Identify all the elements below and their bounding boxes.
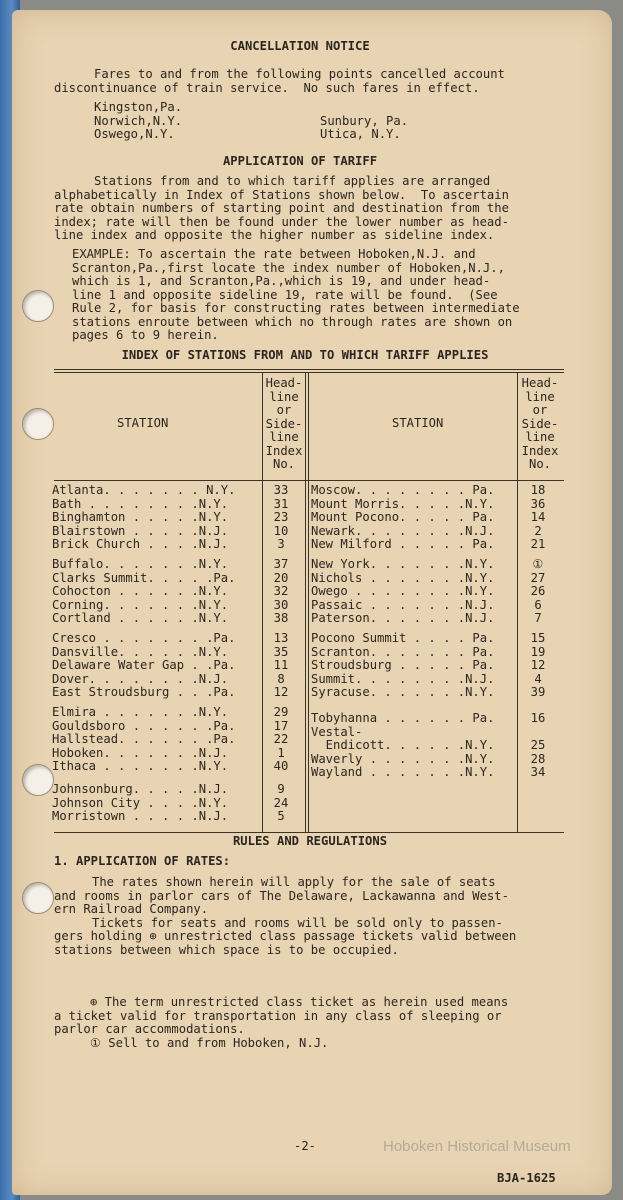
- station-name: Binghamton . . . . .N.Y.: [52, 510, 229, 524]
- station-name: New York. . . . . . .N.Y.: [311, 557, 495, 571]
- station-index: 20: [273, 570, 289, 585]
- cancellation-title: CANCELLATION NOTICE: [230, 39, 370, 53]
- station-name: Johnson City . . . .N.Y.: [52, 795, 229, 810]
- binder-hole: [22, 408, 54, 440]
- station-name: Endicott. . . . . .N.Y.: [311, 738, 495, 752]
- index-column-header: No.: [272, 457, 295, 471]
- station-index: 16: [530, 711, 546, 725]
- form-number: BJA-1625: [497, 1171, 556, 1185]
- station-index: 5: [277, 809, 285, 823]
- station-index: 11: [273, 658, 289, 672]
- binder-hole: [22, 882, 54, 914]
- table-divider: [517, 372, 518, 832]
- index-column-header: Index: [265, 443, 303, 458]
- station-index: 18: [530, 483, 546, 497]
- binder-hole: [22, 764, 54, 796]
- station-name: Stroudsburg . . . . . Pa.: [311, 658, 495, 672]
- index-column-header: line: [269, 430, 299, 444]
- point-norwich: Norwich,N.Y.: [94, 114, 183, 128]
- index-column-header: Side-: [521, 416, 559, 431]
- station-index: 17: [273, 718, 289, 733]
- station-index: 7: [534, 611, 542, 625]
- station-name: Summit. . . . . . . .N.J.: [311, 671, 495, 686]
- application-title: APPLICATION OF TARIFF: [222, 154, 378, 168]
- station-name: Scranton. . . . . . . Pa.: [311, 644, 495, 659]
- station-name: Gouldsboro . . . . . .Pa.: [52, 718, 236, 733]
- footnote-line: ① Sell to and from Hoboken, N.J.: [90, 1036, 329, 1050]
- application-line: line index and opposite the higher number as sideline index.: [54, 228, 495, 242]
- rules-line: stations between which space is to be occupied.: [54, 943, 399, 957]
- example-line: pages 6 to 9 herein.: [72, 328, 219, 342]
- rules-line: and rooms in parlor cars of The Delaware, Lackawanna and West-: [54, 889, 509, 903]
- notice-line: discontinuance of train service. No such fares in effect.: [54, 81, 480, 95]
- station-index: 35: [273, 644, 289, 659]
- station-name: Cortland . . . . . .N.Y.: [52, 611, 229, 625]
- index-column-header: line: [525, 430, 555, 444]
- table-header-rule: [54, 480, 564, 481]
- station-name: Delaware Water Gap . .Pa.: [52, 658, 236, 672]
- station-name: Waverly . . . . . . .N.Y.: [311, 751, 495, 766]
- station-name: Owego . . . . . . . .N.Y.: [311, 584, 495, 598]
- station-index: 23: [273, 510, 289, 524]
- station-name: Vestal-: [311, 724, 363, 739]
- station-name: Atlanta. . . . . . . N.Y.: [52, 483, 236, 497]
- notice-line: Fares to and from the following points cancelled account: [94, 67, 505, 81]
- station-index: 9: [277, 782, 285, 796]
- station-name: Nichols . . . . . . .N.Y.: [311, 570, 495, 585]
- station-index: 3: [277, 537, 285, 551]
- station-name: Tobyhanna . . . . . . Pa.: [311, 711, 495, 725]
- station-name: Mount Morris. . . . .N.Y.: [311, 496, 495, 511]
- index-title: INDEX OF STATIONS FROM AND TO WHICH TARIFF APPLIES: [121, 348, 489, 362]
- station-index: ①: [532, 557, 544, 571]
- station-index: 27: [530, 570, 546, 585]
- station-index: 6: [534, 597, 542, 612]
- rules-line: Tickets for seats and rooms will be sold only to passen-: [92, 916, 503, 930]
- station-index: 32: [273, 584, 289, 598]
- station-index: 30: [273, 597, 289, 612]
- index-column-header: line: [269, 389, 299, 404]
- station-index: 31: [273, 496, 289, 511]
- station-name: Corning. . . . . . .N.Y.: [52, 597, 229, 612]
- station-name: New Milford . . . . . Pa.: [311, 537, 495, 551]
- station-name: Buffalo. . . . . . .N.Y.: [52, 557, 229, 571]
- museum-watermark: Hoboken Historical Museum: [383, 1138, 571, 1155]
- station-index: 2: [534, 523, 542, 538]
- station-index: 13: [273, 631, 289, 645]
- index-column-header: line: [525, 389, 555, 404]
- station-name: Pocono Summit . . . . Pa.: [311, 631, 495, 645]
- binder-hole: [22, 290, 54, 322]
- example-line: stations enroute between which no through rates are shown on: [72, 315, 513, 329]
- station-name: Elmira . . . . . . .N.Y.: [52, 705, 229, 719]
- station-index: 22: [273, 732, 289, 746]
- station-index: 12: [273, 685, 289, 699]
- footnote-line: parlor car accommodations.: [54, 1022, 245, 1036]
- station-index: 8: [277, 671, 285, 686]
- point-kingston: Kingston,Pa.: [94, 100, 183, 114]
- footnote-line: ⊕ The term unrestricted class ticket as herein used means: [90, 995, 509, 1009]
- station-name: Dover. . . . . . . .N.J.: [52, 671, 229, 686]
- station-name: East Stroudsburg . . .Pa.: [52, 685, 236, 699]
- table-bottom-rule: [54, 832, 564, 833]
- station-name: Bath . . . . . . . .N.Y.: [52, 496, 229, 511]
- station-name: Johnsonburg. . . . .N.J.: [52, 782, 229, 796]
- station-index: 21: [530, 537, 546, 551]
- station-index: 10: [273, 523, 289, 538]
- rules-line: ern Railroad Company.: [54, 902, 209, 916]
- application-line: rate obtain numbers of starting point and destination from the: [54, 201, 509, 215]
- index-column-header: Index: [521, 443, 559, 458]
- point-sunbury: Sunbury, Pa.: [320, 114, 409, 128]
- station-name: Clarks Summit. . . . .Pa.: [52, 570, 236, 585]
- example-line: EXAMPLE: To ascertain the rate between Hoboken,N.J. and: [72, 247, 476, 261]
- application-line: alphabetically in Index of Stations shown below. To ascertain: [54, 188, 509, 202]
- station-index: 37: [273, 557, 289, 571]
- index-column-header: Side-: [265, 416, 303, 431]
- station-name: Cohocton . . . . . .N.Y.: [52, 584, 229, 598]
- station-index: 26: [530, 584, 546, 598]
- station-name: Dansville. . . . . .N.Y.: [52, 644, 229, 659]
- table-divider: [308, 372, 309, 832]
- rules-title: RULES AND REGULATIONS: [232, 834, 388, 848]
- index-column-header: or: [532, 403, 548, 417]
- rules-line: The rates shown herein will apply for the sale of seats: [92, 875, 496, 889]
- station-header-left: STATION: [117, 416, 169, 430]
- station-header-right: STATION: [392, 416, 444, 430]
- station-index: 29: [273, 705, 289, 719]
- station-name: Syracuse. . . . . . .N.Y.: [311, 685, 495, 699]
- station-index: 40: [273, 759, 289, 773]
- station-name: Wayland . . . . . . .N.Y.: [311, 765, 495, 779]
- station-index: 34: [530, 765, 546, 779]
- application-line: Stations from and to which tariff applies are arranged: [94, 174, 491, 188]
- station-name: Brick Church . . . .N.J.: [52, 537, 229, 551]
- station-name: Hoboken. . . . . . .N.J.: [52, 745, 229, 760]
- index-column-header: Head-: [265, 376, 303, 390]
- point-oswego: Oswego,N.Y.: [94, 127, 175, 141]
- rules-subtitle: 1. APPLICATION OF RATES:: [54, 854, 231, 868]
- rules-line: gers holding ⊕ unrestricted class passage tickets valid between: [54, 929, 517, 943]
- station-index: 33: [273, 483, 289, 497]
- table-top-rule: [54, 372, 564, 373]
- station-index: 36: [530, 496, 546, 511]
- station-index: 15: [530, 631, 546, 645]
- example-line: which is 1, and Scranton,Pa.,which is 19, and under head-: [72, 274, 491, 288]
- example-line: line 1 and opposite sideline 19, rate will be found. (See: [72, 288, 498, 302]
- station-index: 39: [530, 685, 546, 699]
- station-name: Newark. . . . . . . .N.J.: [311, 523, 495, 538]
- station-index: 4: [534, 671, 542, 686]
- table-top-rule: [54, 369, 564, 370]
- station-index: 14: [530, 510, 546, 524]
- station-index: 28: [530, 751, 546, 766]
- table-divider: [305, 372, 306, 832]
- station-name: Paterson. . . . . . .N.J.: [311, 611, 495, 625]
- index-column-header: Head-: [521, 376, 559, 390]
- index-column-header: or: [276, 403, 292, 417]
- example-line: Scranton,Pa.,first locate the index number of Hoboken,N.J.,: [72, 261, 505, 275]
- station-name: Morristown . . . . .N.J.: [52, 809, 229, 823]
- point-utica: Utica, N.Y.: [320, 127, 401, 141]
- station-index: 24: [273, 795, 289, 810]
- station-index: 1: [277, 745, 285, 760]
- station-name: Cresco . . . . . . . .Pa.: [52, 631, 236, 645]
- application-line: index; rate will then be found under the lower number as head-: [54, 215, 509, 229]
- footnote-line: a ticket valid for transportation in any class of sleeping or: [54, 1009, 502, 1023]
- station-index: 12: [530, 658, 546, 672]
- station-name: Moscow. . . . . . . . Pa.: [311, 483, 495, 497]
- station-index: 19: [530, 644, 546, 659]
- station-name: Passaic . . . . . . .N.J.: [311, 597, 495, 612]
- station-name: Mount Pocono. . . . . Pa.: [311, 510, 495, 524]
- station-index: 38: [273, 611, 289, 625]
- station-name: Hallstead. . . . . . .Pa.: [52, 732, 236, 746]
- station-index: 25: [530, 738, 546, 752]
- station-name: Ithaca . . . . . . .N.Y.: [52, 759, 229, 773]
- example-line: Rule 2, for basis for constructing rates between intermediate: [72, 301, 520, 315]
- index-column-header: No.: [528, 457, 551, 471]
- page-number: -2-: [293, 1139, 316, 1153]
- station-name: Blairstown . . . . .N.J.: [52, 523, 229, 538]
